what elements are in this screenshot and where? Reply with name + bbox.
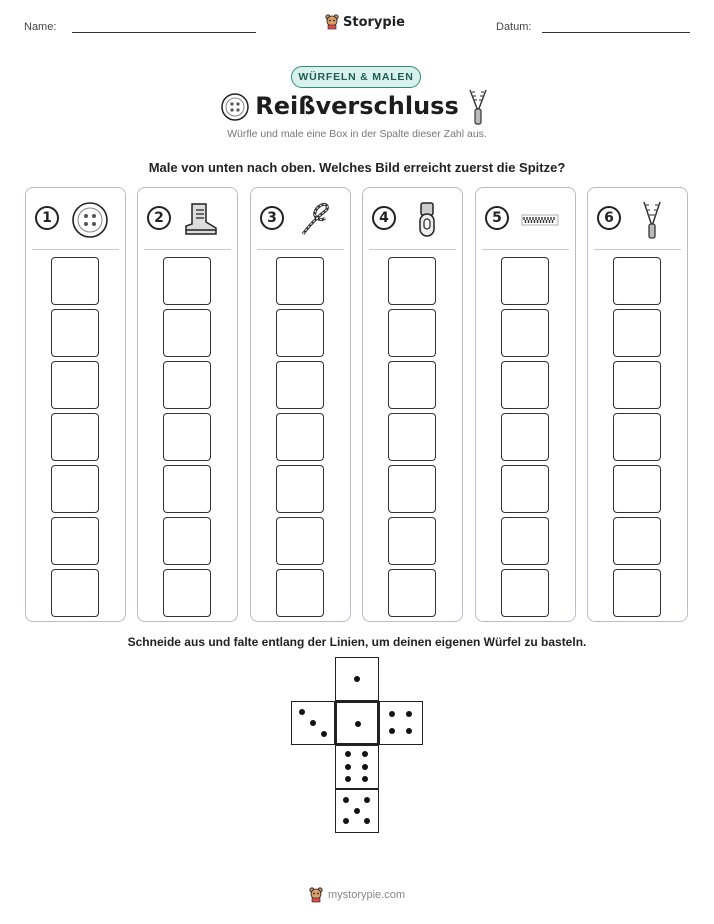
color-box[interactable] — [388, 517, 436, 565]
color-box[interactable] — [388, 361, 436, 409]
dice-face-1 — [335, 701, 379, 745]
dice-pip — [362, 776, 368, 782]
bear-icon — [309, 887, 323, 903]
column-3 — [250, 187, 351, 622]
color-box[interactable] — [501, 309, 549, 357]
dice-pip — [389, 711, 395, 717]
dice-pip — [321, 731, 327, 737]
column-divider — [144, 249, 231, 250]
category-badge: WÜRFELN & MALEN — [291, 66, 421, 88]
color-box[interactable] — [276, 569, 324, 617]
dice-face-1 — [335, 657, 379, 701]
color-box[interactable] — [276, 361, 324, 409]
dice-pip — [343, 818, 349, 824]
color-box[interactable] — [163, 413, 211, 461]
footer — [0, 887, 714, 903]
color-box[interactable] — [501, 569, 549, 617]
zipper-icon — [467, 89, 489, 125]
color-box[interactable] — [613, 309, 661, 357]
color-box[interactable] — [388, 257, 436, 305]
column-4 — [362, 187, 463, 622]
column-divider — [369, 249, 456, 250]
color-box[interactable] — [501, 361, 549, 409]
column-divider — [32, 249, 119, 250]
column-divider — [257, 249, 344, 250]
color-box[interactable] — [613, 517, 661, 565]
color-box[interactable] — [51, 517, 99, 565]
color-box[interactable] — [51, 465, 99, 513]
dice-pip — [406, 711, 412, 717]
knot-icon — [295, 200, 335, 240]
color-box[interactable] — [501, 413, 549, 461]
name-label: Name: — [24, 21, 57, 33]
column-number: 2 — [147, 206, 171, 230]
color-box[interactable] — [276, 309, 324, 357]
column-number: 6 — [597, 206, 621, 230]
zipper-teeth-icon — [520, 200, 560, 240]
dice-pip — [345, 764, 351, 770]
color-box[interactable] — [613, 569, 661, 617]
zipper-icon — [632, 200, 672, 240]
color-box[interactable] — [501, 465, 549, 513]
brand-logo — [325, 14, 405, 30]
color-box[interactable] — [613, 465, 661, 513]
color-box[interactable] — [501, 517, 549, 565]
color-box[interactable] — [276, 517, 324, 565]
dice-face-6 — [335, 745, 379, 789]
color-box[interactable] — [388, 569, 436, 617]
dice-pip — [389, 728, 395, 734]
dice-pip — [406, 728, 412, 734]
color-box[interactable] — [388, 413, 436, 461]
color-box[interactable] — [388, 465, 436, 513]
color-box[interactable] — [163, 257, 211, 305]
dice-pip — [362, 751, 368, 757]
column-number: 4 — [372, 206, 396, 230]
cut-instruction: Schneide aus und falte entlang der Linien, um deinen eigenen Würfel zu basteln. — [127, 635, 587, 649]
zipper-pull-icon — [407, 200, 447, 240]
color-box[interactable] — [276, 413, 324, 461]
column-5 — [475, 187, 576, 622]
column-number: 3 — [260, 206, 284, 230]
column-6 — [587, 187, 688, 622]
color-box[interactable] — [276, 465, 324, 513]
dice-pip — [362, 764, 368, 770]
dice-pip — [354, 808, 360, 814]
color-box[interactable] — [276, 257, 324, 305]
boot-icon — [182, 200, 222, 240]
date-line — [542, 32, 690, 33]
color-box[interactable] — [163, 309, 211, 357]
name-line — [72, 32, 256, 33]
color-box[interactable] — [163, 361, 211, 409]
color-box[interactable] — [51, 413, 99, 461]
dice-face-3 — [291, 701, 335, 745]
dice-pip — [343, 797, 349, 803]
dice-pip — [364, 818, 370, 824]
dice-pip — [354, 676, 360, 682]
column-1 — [25, 187, 126, 622]
instruction-heading: Male von unten nach oben. Welches Bild erreicht zuerst die Spitze? — [148, 160, 566, 175]
dice-pip — [345, 751, 351, 757]
subtitle: Würfle und male eine Box in der Spalte dieser Zahl aus. — [227, 128, 487, 140]
color-box[interactable] — [613, 413, 661, 461]
color-box[interactable] — [613, 361, 661, 409]
column-divider — [594, 249, 681, 250]
column-number: 1 — [35, 206, 59, 230]
column-2 — [137, 187, 238, 622]
button-icon — [70, 200, 110, 240]
dice-face-4 — [379, 701, 423, 745]
footer-url: mystorypie.com — [327, 889, 406, 901]
dice-face-5 — [335, 789, 379, 833]
bear-icon — [325, 14, 339, 30]
dice-pip — [299, 709, 305, 715]
color-box[interactable] — [613, 257, 661, 305]
page-title: Reißverschluss — [255, 92, 459, 120]
color-box[interactable] — [51, 309, 99, 357]
dice-pip — [364, 797, 370, 803]
color-box[interactable] — [163, 465, 211, 513]
brand-name: Storypie — [343, 14, 405, 30]
dice-pip — [345, 776, 351, 782]
color-box[interactable] — [51, 257, 99, 305]
dice-pip — [310, 720, 316, 726]
date-label: Datum: — [496, 21, 532, 33]
dice-pip — [355, 721, 361, 727]
color-box[interactable] — [388, 309, 436, 357]
color-box[interactable] — [51, 361, 99, 409]
color-box[interactable] — [163, 569, 211, 617]
color-box[interactable] — [163, 517, 211, 565]
color-box[interactable] — [51, 569, 99, 617]
color-box[interactable] — [501, 257, 549, 305]
column-divider — [482, 249, 569, 250]
column-number: 5 — [485, 206, 509, 230]
